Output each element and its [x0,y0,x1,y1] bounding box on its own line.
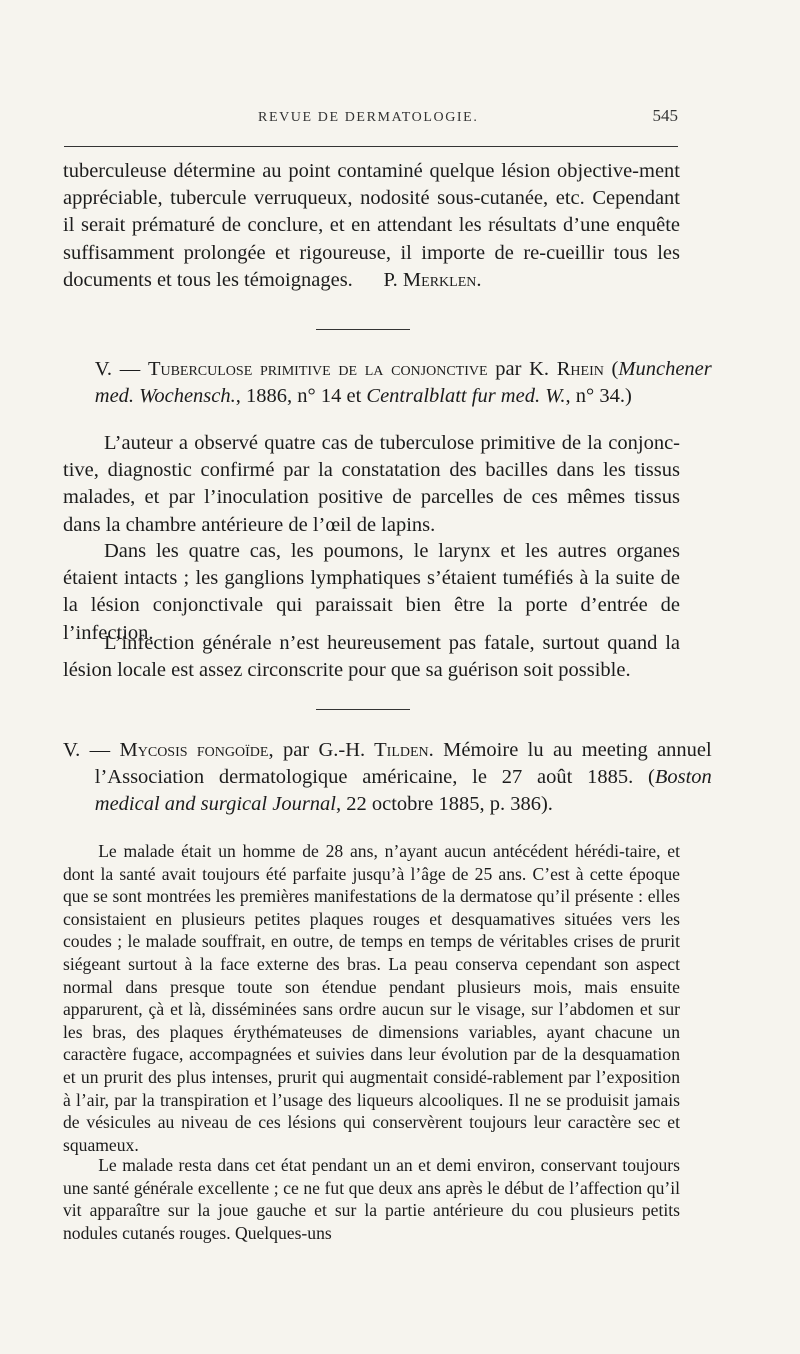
signature: P. Merklen. [383,268,482,291]
article-title: Mycosis fongoïde [119,739,269,761]
journal-title: Boston medical and surgical Journal [94,766,712,816]
journal-title: Centralblatt fur med. W. [366,385,566,408]
article-heading-rhein [63,356,712,410]
article-heading-tilden [63,737,712,819]
body-paragraph-small: Le malade resta dans cet état pendant un an et demi environ, conservant toujours une santé générale excellente ; ce ne fut que deux ans après le début de l’affection qu’il vit apparaître sur la joue gauche et sur la partie antérieure du cou plusieurs petits nodules cutanés rouges. Quelques-uns [63,1155,680,1243]
body-paragraph: Dans les quatre cas, les poumons, le larynx et les autres organes étaient intacts ; les ganglions lymphatiques s’étaient tuméfiés à la suite de la lésion conjonctivale qui paraissait bien être la porte d’entrée de l’infection. [63,540,680,644]
article-number: V. — [63,739,120,761]
continuation-paragraph [63,158,680,294]
article-description: . Mémoire lu au meeting annuel l’Association dermatologique américaine, le 27 août 1885. ( [94,739,712,789]
page-number: 545 [652,106,678,125]
article-title: Tuberculose primitive de la conjonctive [147,358,488,380]
section-separator [316,329,410,330]
article-author: G.-H. Tilden [318,739,429,761]
by-text: par [487,358,530,380]
header-rule [64,146,678,147]
by-text: , par [268,739,319,761]
source-detail: , 1886, n° 14 et [235,385,367,408]
article-number: V. — [94,358,148,380]
body-paragraph-small: Le malade était un homme de 28 ans, n’ayant aucun antécédent hérédi-taire, et dont la santé avait toujours été parfaite jusqu’à l’âge de 25 ans. C’est à cette époque que se sont montrées les premières manifestations de la dermatose qu’il présente : elles consistaient en plusieurs petites plaques rouges et desquamatives situées vers les coudes ; le malade souffrait, en outre, de temps en temps de véritables crises de prurit siégeant surtout à la face externe des bras. La peau conserva cependant son aspect normal dans presque toute son étendue pendant plusieurs mois, mais ensuite apparurent, çà et là, disséminées sans ordre aucun sur le visage, sur l’abdomen et sur les bras, des plaques érythémateuses de dimensions variables, ayant chacune un caractère fugace, accompagnées et suivies dans leur évolution par de la desquamation et un prurit des plus intenses, prurit qui augmentait considé-rablement par l’exposition à l’air, par la transpiration et l’usage des liqueurs alcooliques. Il ne se produisit jamais de vésicules au niveau de ces lésions qui conservèrent toujours leur caractère sec et squameux. [63,841,680,1155]
section-separator [316,709,410,710]
body-paragraph: L’auteur a observé quatre cas de tuberculose primitive de la conjonc-tive, diagnostic confirmé par la constatation des bacilles dans les tissus malades, et par l’inoculation positive de parcelles de ces mêmes tissus dans la chambre antérieure de l’œil de lapins. [63,432,680,536]
running-head: REVUE DE DERMATOLOGIE. [258,110,479,125]
article-author: K. Rhein [529,358,604,380]
source-detail: , 22 octobre 1885, p. 386). [336,793,553,816]
body-paragraph: L’infection générale n’est heureusement pas fatale, surtout quand la lésion locale est assez circonscrite pour que sa guérison soit possible. [63,632,680,682]
journal-title: Munchener med. Wochensch. [94,358,712,408]
source-detail: , n° 34.) [565,385,632,408]
source-open: ( [603,358,619,380]
continuation-text: tuberculeuse détermine au point contaminé quelque lésion objective-ment appréciable, tubercule verruqueux, nodosité sous-cutanée, etc. Cependant il serait prématuré de conclure, et en attendant les résultats d’une enquête suffisamment prolongée et rigoureuse, il importe de re-cueillir tous les documents et tous les témoignages. [63,160,680,291]
